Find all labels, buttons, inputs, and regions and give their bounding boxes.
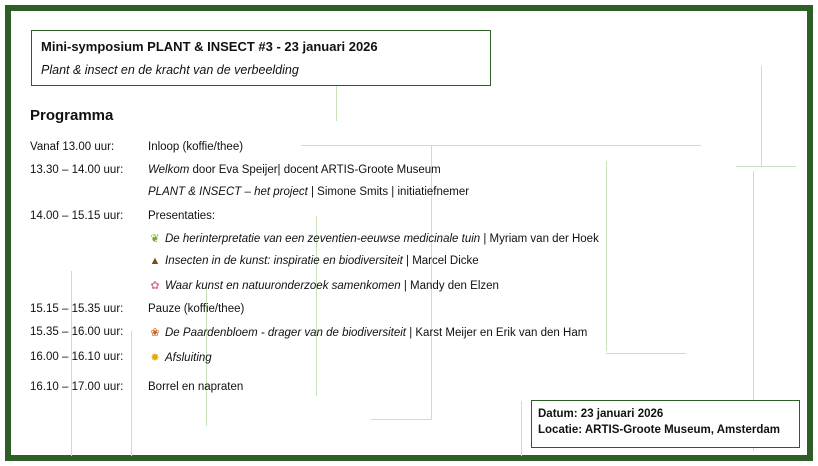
schedule-desc-italic: De Paardenbloem - drager van de biodiversiteit (165, 327, 406, 339)
decor-line (71, 271, 72, 456)
symposium-title: Mini-symposium PLANT & INSECT #3 - 23 januari 2026 (41, 39, 378, 54)
schedule-desc (148, 186, 469, 198)
beetle-icon: ▲ (149, 255, 161, 267)
schedule-time: 15.15 – 15.35 uur: (30, 303, 124, 315)
decor-line (606, 353, 686, 354)
decor-line (761, 66, 762, 166)
schedule-desc-rest: | Simone Smits | initiatiefnemer (307, 186, 470, 198)
sunflower-icon: ✸ (150, 352, 160, 364)
schedule-desc (148, 164, 441, 176)
event-date: Datum: 23 januari 2026 (538, 408, 664, 420)
schedule-time: 14.00 – 15.15 uur: (30, 210, 124, 222)
poster-frame (5, 5, 813, 461)
schedule-desc-italic: Afsluiting (165, 352, 212, 364)
presentation-title: De herinterpretatie van een zeventien-eeuwse medicinale tuin (165, 233, 481, 245)
sprout-icon: ❦ (150, 233, 160, 245)
schedule-desc (148, 351, 212, 364)
presentation-item (148, 279, 499, 292)
schedule-desc-italic: Welkom (148, 164, 190, 176)
dandelion-icon: ❀ (150, 327, 160, 339)
presentation-speaker: | Myriam van der Hoek (480, 233, 599, 245)
schedule-time: Vanaf 13.00 uur: (30, 141, 115, 153)
schedule-desc (148, 326, 587, 339)
schedule-desc-rest: door Eva Speijer| docent ARTIS-Groote Museum (189, 164, 441, 176)
presentation-title: Waar kunst en natuuronderzoek samenkomen (165, 280, 401, 292)
presentation-item (148, 232, 599, 245)
decor-line (131, 331, 132, 456)
title-box (31, 30, 491, 86)
schedule-time: 13.30 – 14.00 uur: (30, 164, 124, 176)
info-box (531, 400, 800, 448)
schedule-time: 16.10 – 17.00 uur: (30, 381, 124, 393)
schedule-desc: Presentaties: (148, 210, 216, 222)
presentation-item (148, 255, 479, 267)
event-location: Locatie: ARTIS-Groote Museum, Amsterdam (538, 424, 780, 436)
schedule-time: 16.00 – 16.10 uur: (30, 351, 124, 363)
presentation-title: Insecten in de kunst: inspiratie en biodiversiteit (165, 255, 403, 267)
decor-line (301, 145, 701, 146)
decor-line (371, 419, 432, 420)
decor-line (606, 161, 607, 351)
decor-line (736, 166, 796, 167)
schedule-time: 15.35 – 16.00 uur: (30, 326, 124, 338)
decor-line (521, 401, 522, 456)
schedule-desc: Pauze (koffie/thee) (148, 303, 245, 315)
programma-heading: Programma (30, 107, 114, 124)
schedule-desc-rest: | Karst Meijer en Erik van den Ham (406, 327, 588, 339)
symposium-subtitle: Plant & insect en de kracht van de verbeelding (41, 63, 299, 77)
presentation-speaker: | Mandy den Elzen (400, 280, 499, 292)
flower-icon: ✿ (150, 280, 160, 292)
schedule-desc-italic: PLANT & INSECT – het project (148, 186, 308, 198)
schedule-desc: Borrel en napraten (148, 381, 244, 393)
schedule-desc: Inloop (koffie/thee) (148, 141, 244, 153)
presentation-speaker: | Marcel Dicke (402, 255, 479, 267)
